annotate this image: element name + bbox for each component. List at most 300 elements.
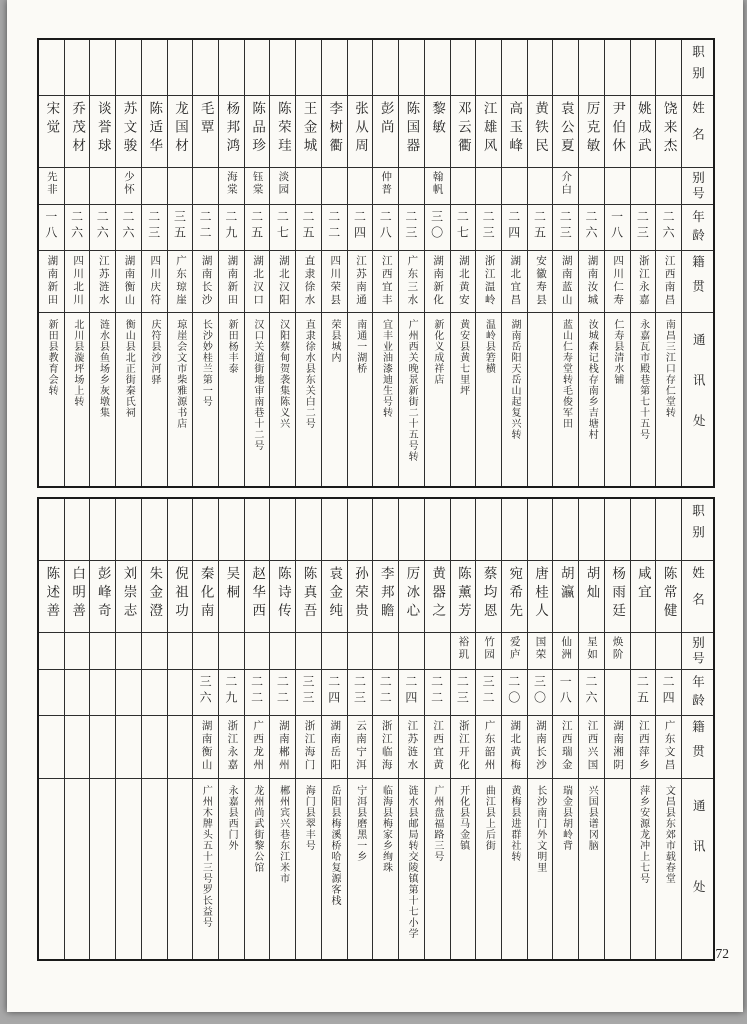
name-cell: 李树衢	[322, 96, 347, 168]
alias-cell: 海棠	[219, 168, 244, 205]
age-cell: 二九	[219, 205, 244, 251]
person-column	[451, 40, 477, 486]
name-cell: 高玉峰	[502, 96, 527, 168]
age-cell: 二六	[656, 205, 681, 251]
person-column	[168, 40, 194, 486]
address-cell: 广州西关晚景新街二十五号转	[406, 319, 418, 462]
alias-cell: 仙洲	[553, 633, 578, 670]
role-cell	[451, 40, 476, 96]
origin-cell: 湖北汉阳	[270, 251, 295, 313]
alias-cell	[348, 168, 373, 205]
alias-cell	[451, 168, 476, 205]
name-cell: 彭峰奇	[90, 561, 115, 633]
name-cell: 吴桐	[219, 561, 244, 633]
address-cell: 北川县漩坪场上转	[71, 319, 83, 407]
origin-cell: 广东三水	[399, 251, 424, 313]
address-cell: 庆符县沙河驿	[148, 319, 160, 385]
name-cell: 宛希先	[502, 561, 527, 633]
name-cell: 咸宜	[631, 561, 656, 633]
role-cell	[631, 40, 656, 96]
name-cell: 宋觉	[39, 96, 64, 168]
origin-cell: 广东韶州	[476, 716, 501, 779]
alias-cell	[322, 633, 347, 670]
role-cell	[502, 499, 527, 561]
address-cell	[39, 779, 64, 959]
age-cell: 二六	[579, 205, 604, 251]
person-column	[579, 40, 605, 486]
origin-cell: 四川庆符	[142, 251, 167, 313]
address-cell: 仁寿县清水铺	[611, 319, 623, 385]
name-cell: 饶来杰	[656, 96, 681, 168]
person-column	[656, 499, 682, 959]
role-cell	[579, 499, 604, 561]
address-cell: 临海县梅家乡绚珠	[380, 785, 392, 873]
address-cell: 湖南岳阳天岳山起复兴转	[509, 319, 521, 440]
person-column	[425, 499, 451, 959]
role-cell	[425, 499, 450, 561]
person-column	[631, 40, 657, 486]
role-cell	[219, 499, 244, 561]
address-cell	[116, 779, 141, 959]
role-cell	[116, 40, 141, 96]
alias-cell	[425, 633, 450, 670]
alias-cell: 国荣	[528, 633, 553, 670]
age-cell: 一八	[553, 670, 578, 716]
role-cell	[116, 499, 141, 561]
age-cell: 二七	[270, 205, 295, 251]
alias-cell	[90, 168, 115, 205]
name-cell: 谈誉球	[90, 96, 115, 168]
role-cell	[373, 499, 398, 561]
age-cell: 二七	[451, 205, 476, 251]
origin-cell: 湖南湘阴	[605, 716, 630, 779]
address-cell: 新化义成祥店	[431, 319, 443, 385]
alias-cell	[270, 633, 295, 670]
row-label-alias: 别号	[682, 633, 713, 670]
person-column	[528, 40, 554, 486]
address-cell: 郴州宾兴巷东江米市	[277, 785, 289, 884]
address-cell: 永嘉瓦市殿巷第七十五号	[637, 319, 649, 440]
age-cell: 二六	[579, 670, 604, 716]
alias-cell: 仲普	[373, 168, 398, 205]
age-cell: 二二	[270, 670, 295, 716]
role-cell	[65, 499, 90, 561]
name-cell: 陈诗传	[270, 561, 295, 633]
person-column	[65, 40, 91, 486]
name-cell: 袁公夏	[553, 96, 578, 168]
origin-cell: 云南宁洱	[348, 716, 373, 779]
age-cell: 三六	[193, 670, 218, 716]
address-cell: 海门县翠丰号	[303, 785, 315, 851]
name-cell: 张从周	[348, 96, 373, 168]
name-cell: 朱金澄	[142, 561, 167, 633]
name-cell: 毛覃	[193, 96, 218, 168]
address-cell: 汝城森记栈存南乡吉塘村	[586, 319, 598, 440]
role-cell	[322, 499, 347, 561]
role-cell	[193, 499, 218, 561]
origin-cell: 湖南衡山	[116, 251, 141, 313]
alias-cell	[373, 633, 398, 670]
person-column	[348, 499, 374, 959]
address-cell: 宜丰业油漆迪生号转	[380, 319, 392, 418]
name-cell: 赵华西	[245, 561, 270, 633]
address-cell: 蓝山仁寿堂转毛俊军田	[560, 319, 572, 429]
name-cell: 黄铁民	[528, 96, 553, 168]
alias-cell	[142, 168, 167, 205]
person-column	[270, 499, 296, 959]
row-label-name: 姓名	[682, 561, 713, 633]
age-cell: 二四	[656, 670, 681, 716]
age-cell: 一八	[605, 205, 630, 251]
address-cell: 新田杨丰泰	[226, 319, 238, 374]
address-cell: 汉阳蔡甸贺袭集陈义兴	[277, 319, 289, 429]
origin-cell: 湖北黄安	[451, 251, 476, 313]
name-cell: 袁金纯	[322, 561, 347, 633]
origin-cell: 湖北宜昌	[502, 251, 527, 313]
role-cell	[39, 499, 64, 561]
origin-cell: 湖南衡山	[193, 716, 218, 779]
age-cell: 三三	[296, 670, 321, 716]
alias-cell	[605, 168, 630, 205]
age-cell: 二三	[399, 205, 424, 251]
name-cell: 倪祖功	[168, 561, 193, 633]
origin-cell: 湖北汉口	[245, 251, 270, 313]
age-cell: 二五	[528, 205, 553, 251]
person-column	[245, 40, 271, 486]
age-cell	[39, 670, 64, 716]
origin-cell: 湖南长沙	[193, 251, 218, 313]
alias-cell	[399, 168, 424, 205]
alias-cell: 钰棠	[245, 168, 270, 205]
person-column	[605, 499, 631, 959]
name-cell: 唐桂人	[528, 561, 553, 633]
age-cell: 二二	[193, 205, 218, 251]
person-column	[553, 499, 579, 959]
person-column	[399, 499, 425, 959]
name-cell: 邓云衢	[451, 96, 476, 168]
alias-cell	[322, 168, 347, 205]
name-cell: 陈荣珪	[270, 96, 295, 168]
age-cell: 三〇	[425, 205, 450, 251]
origin-cell	[90, 716, 115, 779]
origin-cell: 湖南新化	[425, 251, 450, 313]
role-cell	[605, 499, 630, 561]
name-cell: 李邦瞻	[373, 561, 398, 633]
address-cell	[168, 779, 193, 959]
person-column	[219, 40, 245, 486]
age-cell: 二五	[245, 205, 270, 251]
address-cell: 开化县马金镇	[457, 785, 469, 851]
origin-cell: 江西宜丰	[373, 251, 398, 313]
role-cell	[90, 40, 115, 96]
name-cell: 蔡均恩	[476, 561, 501, 633]
role-cell	[65, 40, 90, 96]
name-cell: 杨邦鸿	[219, 96, 244, 168]
name-cell: 秦化南	[193, 561, 218, 633]
role-cell	[528, 499, 553, 561]
origin-cell: 直隶徐水	[296, 251, 321, 313]
row-label-address: 通讯处	[691, 333, 706, 455]
name-cell: 江雄风	[476, 96, 501, 168]
alias-cell	[296, 168, 321, 205]
address-cell	[142, 779, 167, 959]
role-cell	[142, 40, 167, 96]
alias-cell: 爱庐	[502, 633, 527, 670]
origin-cell: 江西瑞金	[553, 716, 578, 779]
origin-cell	[168, 716, 193, 779]
role-cell	[142, 499, 167, 561]
name-cell: 孙荣贵	[348, 561, 373, 633]
name-cell: 尹伯休	[605, 96, 630, 168]
origin-cell	[39, 716, 64, 779]
origin-cell: 浙江永嘉	[219, 716, 244, 779]
alias-cell	[631, 168, 656, 205]
name-cell: 黎敏	[425, 96, 450, 168]
origin-cell: 江苏涟水	[90, 251, 115, 313]
alias-cell: 翰帆	[425, 168, 450, 205]
address-cell: 琼崖会文市柴雅源书店	[174, 319, 186, 429]
person-column	[348, 40, 374, 486]
person-column	[553, 40, 579, 486]
alias-cell	[39, 633, 64, 670]
person-column	[476, 499, 502, 959]
person-column	[270, 40, 296, 486]
name-cell: 乔茂材	[65, 96, 90, 168]
alias-cell	[656, 168, 681, 205]
alias-cell: 介白	[553, 168, 578, 205]
name-cell: 陈国器	[399, 96, 424, 168]
role-cell	[656, 499, 681, 561]
row-label-column	[682, 499, 713, 959]
origin-cell	[142, 716, 167, 779]
name-cell: 姚成武	[631, 96, 656, 168]
origin-cell: 湖南岳阳	[322, 716, 347, 779]
alias-cell	[142, 633, 167, 670]
alias-cell	[476, 168, 501, 205]
person-column	[168, 499, 194, 959]
role-cell	[476, 40, 501, 96]
registry-table-top	[37, 38, 715, 488]
registry-tables	[37, 38, 715, 961]
origin-cell: 江苏南通	[348, 251, 373, 313]
alias-cell	[168, 633, 193, 670]
person-column	[90, 40, 116, 486]
origin-cell: 湖南郴州	[270, 716, 295, 779]
age-cell: 一八	[39, 205, 64, 251]
origin-cell: 湖南长沙	[528, 716, 553, 779]
name-cell: 王金城	[296, 96, 321, 168]
alias-cell	[193, 633, 218, 670]
role-cell	[90, 499, 115, 561]
row-label-role: 职别	[682, 499, 713, 561]
name-cell: 陈常健	[656, 561, 681, 633]
origin-cell: 广东琼崖	[168, 251, 193, 313]
role-cell	[348, 40, 373, 96]
person-column	[373, 499, 399, 959]
address-cell: 南昌三江口存仁堂转	[663, 319, 675, 418]
person-column	[502, 40, 528, 486]
row-label-origin: 籍贯	[682, 716, 713, 779]
person-column	[476, 40, 502, 486]
address-cell	[528, 313, 553, 486]
address-cell: 文昌县东郊市载春堂	[663, 785, 675, 884]
address-cell: 广州盘福路三号	[431, 785, 443, 862]
role-cell	[348, 499, 373, 561]
person-column	[296, 40, 322, 486]
age-cell	[605, 670, 630, 716]
row-label-role: 职别	[682, 40, 713, 96]
origin-cell: 湖北黄梅	[502, 716, 527, 779]
age-cell: 二六	[116, 205, 141, 251]
address-cell: 兴国县谱冈脑	[586, 785, 598, 851]
address-cell	[605, 779, 630, 959]
role-cell	[425, 40, 450, 96]
name-cell: 陈品珍	[245, 96, 270, 168]
age-cell: 三二	[476, 670, 501, 716]
origin-cell: 广西龙州	[245, 716, 270, 779]
name-cell: 厉克敏	[579, 96, 604, 168]
role-cell	[270, 499, 295, 561]
age-cell: 二六	[90, 205, 115, 251]
alias-cell	[219, 633, 244, 670]
row-label-address: 通讯处	[691, 799, 706, 921]
name-cell: 陈述善	[39, 561, 64, 633]
origin-cell: 四川北川	[65, 251, 90, 313]
alias-cell	[193, 168, 218, 205]
alias-cell	[348, 633, 373, 670]
person-column	[90, 499, 116, 959]
person-column	[142, 499, 168, 959]
address-cell: 温岭县箬横	[483, 319, 495, 374]
person-column	[631, 499, 657, 959]
address-cell: 岳阳县梅溪桥哈复源客栈	[329, 785, 341, 906]
person-column	[116, 499, 142, 959]
address-cell: 新田县教育会转	[46, 319, 58, 396]
address-cell	[90, 779, 115, 959]
alias-cell	[116, 633, 141, 670]
registry-table-bottom	[37, 497, 715, 961]
age-cell: 二六	[65, 205, 90, 251]
age-cell: 二三	[553, 205, 578, 251]
address-cell: 龙州尚武街黎公馆	[251, 785, 263, 873]
role-cell	[579, 40, 604, 96]
person-column	[656, 40, 682, 486]
role-cell	[296, 40, 321, 96]
age-cell: 二二	[373, 670, 398, 716]
origin-cell: 安徽寿县	[528, 251, 553, 313]
age-cell: 二九	[219, 670, 244, 716]
origin-cell: 浙江开化	[451, 716, 476, 779]
role-cell	[528, 40, 553, 96]
origin-cell: 江西兴国	[579, 716, 604, 779]
address-cell: 南通一湖桥	[354, 319, 366, 374]
age-cell: 二三	[631, 205, 656, 251]
name-cell: 杨雨廷	[605, 561, 630, 633]
origin-cell: 浙江永嘉	[631, 251, 656, 313]
address-cell: 衡山县北正街秦氏祠	[123, 319, 135, 418]
alias-cell: 裕玑	[451, 633, 476, 670]
alias-cell	[656, 633, 681, 670]
age-cell	[90, 670, 115, 716]
person-column	[142, 40, 168, 486]
person-column	[39, 40, 65, 486]
person-column	[245, 499, 271, 959]
role-cell	[193, 40, 218, 96]
age-cell: 二二	[425, 670, 450, 716]
age-cell: 二五	[631, 670, 656, 716]
address-cell: 长沙南门外文明里	[534, 785, 546, 873]
name-cell: 胡灿	[579, 561, 604, 633]
person-column	[502, 499, 528, 959]
origin-cell: 广东文昌	[656, 716, 681, 779]
origin-cell: 湖南新田	[39, 251, 64, 313]
alias-cell	[296, 633, 321, 670]
name-cell: 龙国材	[168, 96, 193, 168]
role-cell	[168, 40, 193, 96]
role-cell	[373, 40, 398, 96]
address-cell: 广州木牌头五十三号罗长益号	[200, 785, 212, 928]
alias-cell: 淡园	[270, 168, 295, 205]
origin-cell: 四川仁寿	[605, 251, 630, 313]
role-cell	[553, 40, 578, 96]
person-column	[373, 40, 399, 486]
role-cell	[39, 40, 64, 96]
person-column	[65, 499, 91, 959]
alias-cell: 少怀	[116, 168, 141, 205]
name-cell: 刘崇志	[116, 561, 141, 633]
row-label-age: 年龄	[682, 670, 713, 716]
person-column	[219, 499, 245, 959]
address-cell: 瑞金县胡岭背	[560, 785, 572, 851]
age-cell: 二八	[373, 205, 398, 251]
origin-cell: 湖南汝城	[579, 251, 604, 313]
person-column	[579, 499, 605, 959]
age-cell: 二三	[142, 205, 167, 251]
address-cell: 长沙妙桂兰第一号	[200, 319, 212, 407]
name-cell: 陈薰芳	[451, 561, 476, 633]
person-column	[322, 499, 348, 959]
alias-cell	[579, 168, 604, 205]
role-cell	[168, 499, 193, 561]
age-cell: 二五	[296, 205, 321, 251]
person-column	[39, 499, 65, 959]
role-cell	[553, 499, 578, 561]
person-column	[193, 499, 219, 959]
person-column	[605, 40, 631, 486]
address-cell: 直隶徐水县东关白二号	[303, 319, 315, 429]
person-column	[322, 40, 348, 486]
age-cell: 二四	[348, 205, 373, 251]
alias-cell	[399, 633, 424, 670]
address-cell: 萍乡安源龙冲上七号	[637, 785, 649, 884]
alias-cell	[65, 168, 90, 205]
name-cell: 胡瀛	[553, 561, 578, 633]
role-cell	[631, 499, 656, 561]
address-cell: 汉口关道街地审南巷十二号	[251, 319, 263, 451]
address-cell: 涟水县邮局转交陵镇第十七小学	[406, 785, 418, 939]
name-cell: 黄器之	[425, 561, 450, 633]
age-cell: 二三	[476, 205, 501, 251]
origin-cell: 浙江临海	[373, 716, 398, 779]
age-cell: 二四	[502, 205, 527, 251]
name-cell: 厉冰心	[399, 561, 424, 633]
person-column	[296, 499, 322, 959]
alias-cell	[528, 168, 553, 205]
age-cell: 二四	[399, 670, 424, 716]
alias-cell	[90, 633, 115, 670]
role-cell	[245, 40, 270, 96]
age-cell: 二二	[245, 670, 270, 716]
